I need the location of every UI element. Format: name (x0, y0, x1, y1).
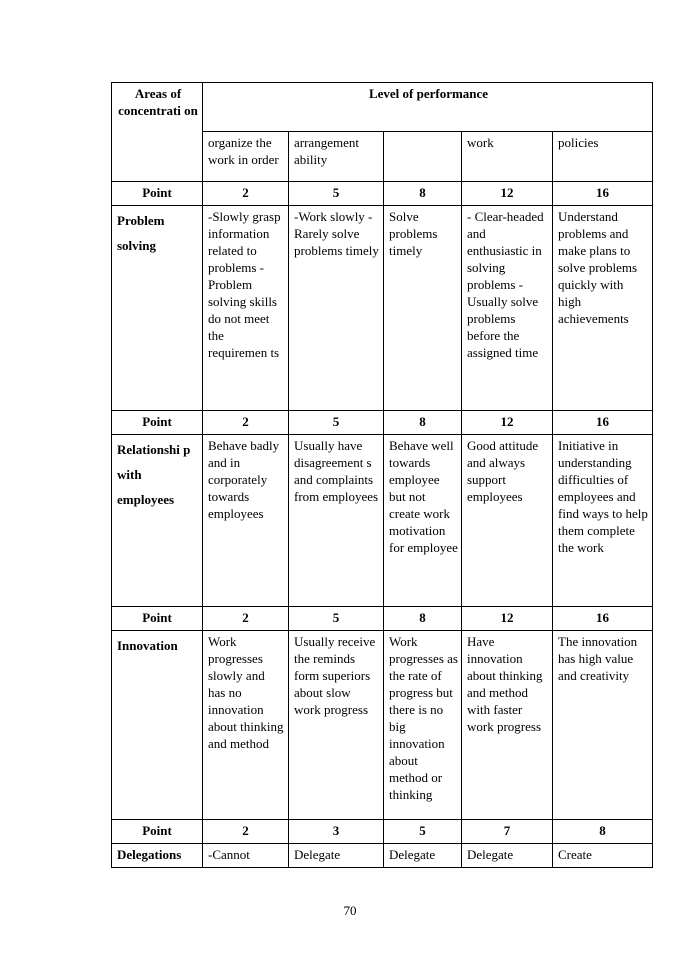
level-of-performance-header: Level of performance (203, 83, 653, 132)
point-label: Point (112, 182, 203, 206)
area-label: Problem solving (112, 206, 203, 411)
header-continuation-cell: organize the work in order (203, 132, 289, 182)
criteria-cell: Create (553, 844, 653, 868)
point-value: 3 (289, 820, 384, 844)
header-row (112, 83, 653, 132)
point-value: 2 (203, 182, 289, 206)
criteria-cell: Work progresses slowly and has no innovation about thinking and method (203, 631, 289, 820)
criteria-cell: -Slowly grasp information related to problems -Problem solving skills do not meet the requiremen ts (203, 206, 289, 411)
criteria-cell: Usually receive the reminds form superiors about slow work progress (289, 631, 384, 820)
point-value: 12 (462, 607, 553, 631)
point-value: 5 (289, 607, 384, 631)
criteria-cell: Delegate (462, 844, 553, 868)
header-continuation-cell (384, 132, 462, 182)
point-value: 12 (462, 411, 553, 435)
point-value: 8 (384, 607, 462, 631)
criteria-cell: Solve problems timely (384, 206, 462, 411)
performance-rubric-table (111, 82, 653, 868)
point-value: 7 (462, 820, 553, 844)
point-value: 5 (289, 182, 384, 206)
criteria-row-delegations (112, 844, 653, 868)
criteria-row-relationship (112, 435, 653, 607)
point-value: 2 (203, 820, 289, 844)
criteria-cell: Behave well towards employee but not create work motivation for employee (384, 435, 462, 607)
header-continuation-cell: arrangement ability (289, 132, 384, 182)
criteria-cell: Behave badly and in corporately towards employees (203, 435, 289, 607)
point-value: 5 (384, 820, 462, 844)
point-label: Point (112, 820, 203, 844)
criteria-cell: Delegate (384, 844, 462, 868)
point-row (112, 411, 653, 435)
criteria-row-innovation (112, 631, 653, 820)
point-row (112, 182, 653, 206)
criteria-cell: Delegate (289, 844, 384, 868)
criteria-cell: The innovation has high value and creativity (553, 631, 653, 820)
page-number: 70 (343, 903, 357, 918)
criteria-cell: Initiative in understanding difficulties of employees and find ways to help them complete the work (553, 435, 653, 607)
point-value: 5 (289, 411, 384, 435)
criteria-cell: Have innovation about thinking and method with faster work progress (462, 631, 553, 820)
area-label: Relationshi p with employees (112, 435, 203, 607)
point-value: 12 (462, 182, 553, 206)
point-label: Point (112, 411, 203, 435)
criteria-cell: - Clear-headed and enthusiastic in solving problems -Usually solve problems before the assigned time (462, 206, 553, 411)
point-value: 16 (553, 182, 653, 206)
criteria-cell: Good attitude and always support employees (462, 435, 553, 607)
area-label: Delegations (112, 844, 203, 868)
criteria-row-problem-solving (112, 206, 653, 411)
point-value: 2 (203, 607, 289, 631)
point-value: 16 (553, 607, 653, 631)
criteria-cell: -Work slowly -Rarely solve problems timely (289, 206, 384, 411)
point-value: 16 (553, 411, 653, 435)
point-value: 8 (384, 411, 462, 435)
criteria-cell: -Cannot (203, 844, 289, 868)
areas-of-concentration-header: Areas of concentrati on (112, 83, 203, 182)
header-continuation-cell: policies (553, 132, 653, 182)
point-row (112, 820, 653, 844)
header-continuation-cell: work (462, 132, 553, 182)
criteria-cell: Understand problems and make plans to solve problems quickly with high achievements (553, 206, 653, 411)
criteria-cell: Usually have disagreement s and complaints from employees (289, 435, 384, 607)
point-value: 8 (553, 820, 653, 844)
point-value: 2 (203, 411, 289, 435)
point-row (112, 607, 653, 631)
area-label: Innovation (112, 631, 203, 820)
point-label: Point (112, 607, 203, 631)
point-value: 8 (384, 182, 462, 206)
criteria-cell: Work progresses as the rate of progress but there is no big innovation about method or thinking (384, 631, 462, 820)
